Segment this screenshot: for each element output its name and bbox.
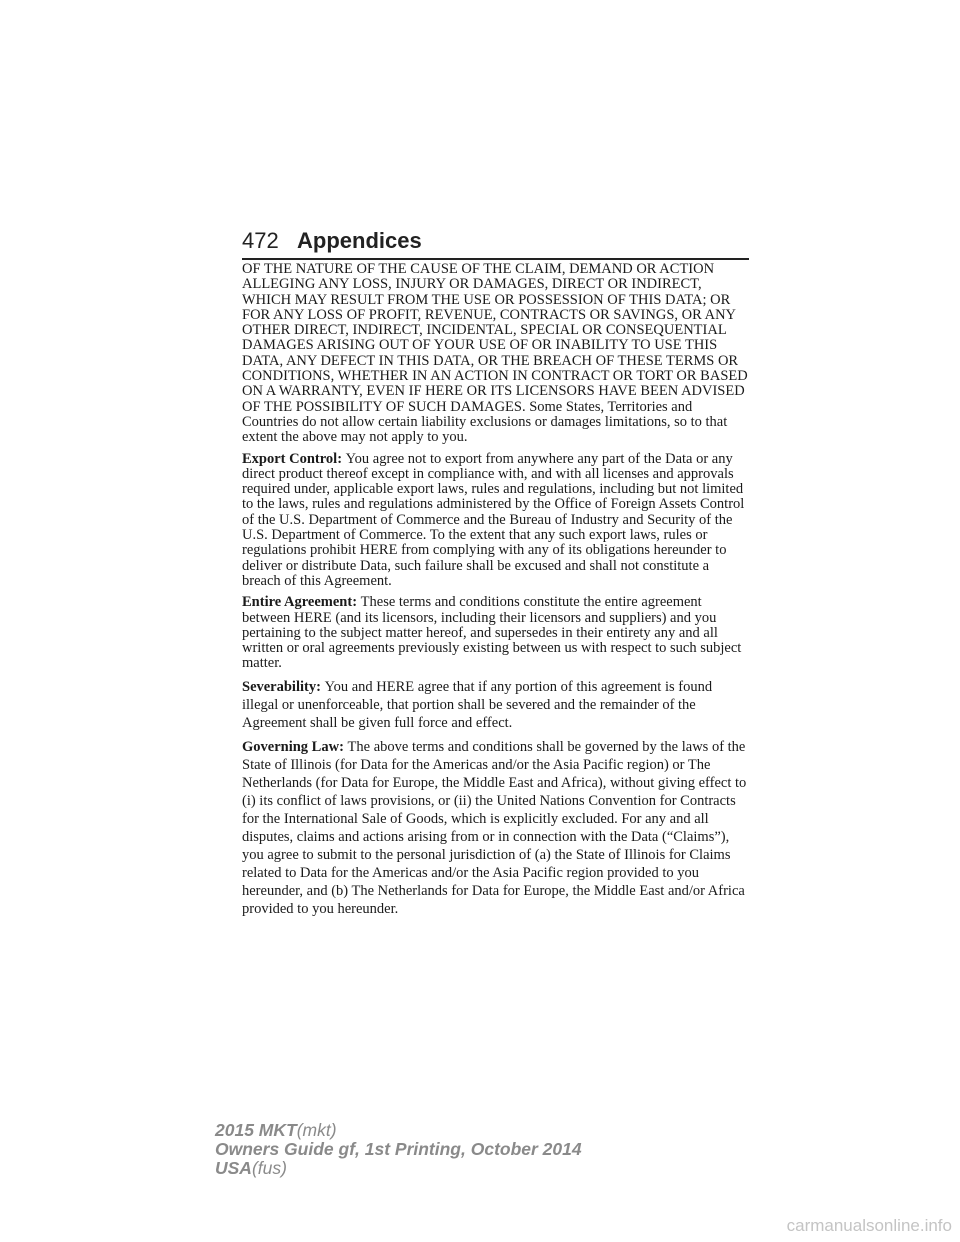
severability-text: You and HERE agree that if any portion of this agreement is found illegal or unenforceable, that portion shall be severed and the remainder of the Agreement shall be given full force and effect.: [242, 678, 713, 731]
export-control-text: You agree not to export from anywhere any part of the Data or any direct product thereof except in compliance with, and with all licenses and approvals required under, applicable export laws, rules and regulations, including but not limited to the laws, rules and regulations administered by the Office of Foreign Assets Control of the U.S. Department of Commerce and the Bureau of Industry and Security of the U.S. Department of Commerce. To the extent that any such export laws, rules or regulations prohibit HERE from complying with any of its obligations hereunder to deliver or distribute Data, such failure shall be excused and shall not constitute a breach of this Agreement.: [242, 450, 745, 589]
liability-paragraph: OF THE NATURE OF THE CAUSE OF THE CLAIM, DEMAND OR ACTION ALLEGING ANY LOSS, INJURY OR DAMAGES, DIRECT OR INDIRECT, WHICH MAY RESULT FROM THE USE OR POSSESSION OF THIS DATA; OR FOR ANY LOSS OF PROFIT, REVENUE, CONTRACTS OR SAVINGS, OR ANY OTHER DIRECT, INDIRECT, INCIDENTAL, SPECIAL OR CONSEQUENTIAL DAMAGES ARISING OUT OF YOUR USE OF OR INABILITY TO USE THIS DATA, ANY DEFECT IN THIS DATA, OR THE BREACH OF THESE TERMS OR CONDITIONS, WHETHER IN AN ACTION IN CONTRACT OR TORT OR BASED ON A WARRANTY, EVEN IF HERE OR ITS LICENSORS HAVE BEEN ADVISED OF THE POSSIBILITY OF SUCH DAMAGES. Some States, Territories and Countries do not allow certain liability exclusions or damages limitations, so to that extent the above may not apply to you.: [242, 261, 748, 446]
footer-market-line: [215, 1159, 582, 1178]
print-footer: [215, 1121, 582, 1178]
export-control-heading: Export Control:: [242, 450, 343, 467]
footer-model-code: (mkt): [296, 1120, 337, 1140]
page-number: 472: [242, 228, 279, 253]
page-header: [242, 228, 749, 260]
footer-model: 2015 MKT: [215, 1120, 297, 1140]
entire-agreement-text: These terms and conditions constitute the entire agreement between HERE (and its licensors, including their licensors and suppliers) and you pertaining to the subject matter hereof, and supersedes in their entirety any and all written or oral agreements previously existing between us with respect to such subject matter.: [242, 594, 742, 672]
entire-agreement-paragraph: [242, 595, 749, 671]
section-title: Appendices: [297, 228, 422, 253]
footer-model-line: [215, 1121, 582, 1140]
document-body: [242, 262, 749, 924]
severability-heading: Severability:: [242, 678, 321, 695]
severability-paragraph: [242, 678, 749, 732]
footer-market: USA: [215, 1158, 252, 1178]
export-control-paragraph: [242, 452, 749, 590]
governing-law-heading: Governing Law:: [242, 738, 344, 755]
footer-guide-line: Owners Guide gf, 1st Printing, October 2014: [215, 1139, 582, 1159]
governing-law-text: The above terms and conditions shall be governed by the laws of the State of Illinois (for Data for the Americas and/or the Asia Pacific region) or The Netherlands (for Data for Europe, the Middle East and Africa), without giving effect to (i) its conflict of laws provisions, or (ii) the United Nations Convention for Contracts for the International Sale of Goods, which is explicitly excluded. For any and all disputes, claims and actions arising from or in connection with the Data (“Claims”), you agree to submit to the personal jurisdiction of (a) the State of Illinois for Claims related to Data for the Americas and/or the Asia Pacific region provided to you hereunder, and (b) The Netherlands for Data for Europe, the Middle East and/or Africa provided to you hereunder.: [242, 738, 747, 917]
footer-market-code: (fus): [251, 1158, 287, 1178]
site-watermark: carmanualsonline.info: [786, 1216, 952, 1235]
entire-agreement-heading: Entire Agreement:: [242, 594, 358, 611]
governing-law-paragraph: [242, 738, 749, 918]
